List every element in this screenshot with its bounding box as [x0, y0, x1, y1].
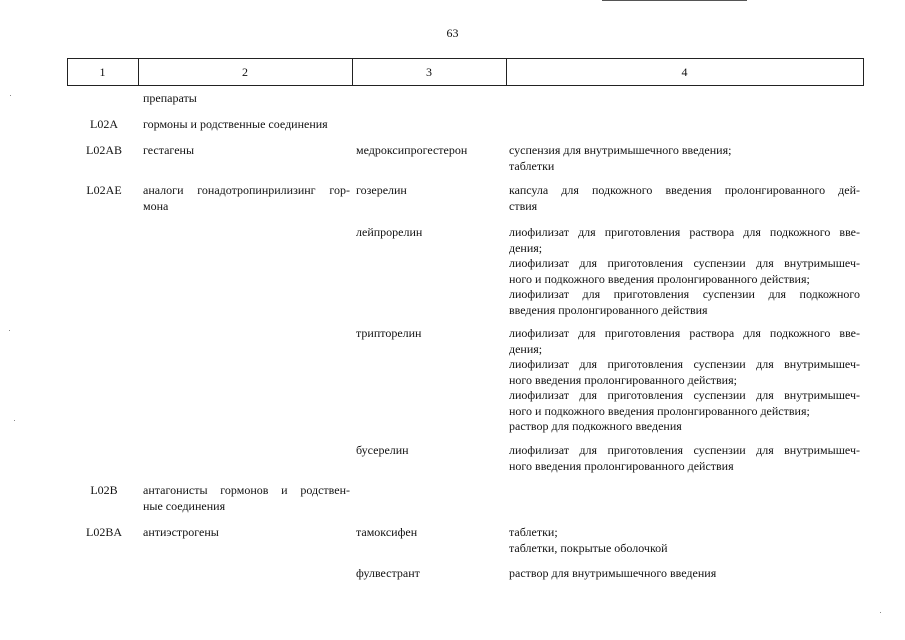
column-header-2: 2 — [242, 65, 248, 79]
dosage-form-line: раствор для внутримышечного введения — [509, 566, 717, 580]
dosage-form-line: суспензия для внутримышечного введения; — [509, 143, 732, 157]
group-name — [143, 117, 350, 133]
atc-code: L02B — [90, 483, 118, 497]
substance-name: лейпрорелин — [356, 225, 423, 239]
atc-code: L02BA — [86, 525, 122, 539]
dosage-form-line: лиофилизат для приготовления суспензии для подкожного — [509, 287, 860, 301]
dosage-form — [509, 326, 860, 435]
scan-speck — [880, 612, 881, 613]
top-edge-line — [602, 0, 747, 1]
column-header-1: 1 — [99, 65, 106, 79]
dosage-form-line: лиофилизат для приготовления суспензии для внутримышеч- — [509, 357, 860, 371]
page-number: 63 — [446, 26, 459, 40]
dosage-form-line: таблетки; — [509, 525, 558, 539]
dosage-form — [509, 566, 860, 582]
dosage-form-line: капсула для подкожного введения пролонгированного дей- — [509, 183, 860, 197]
dosage-form-line: таблетки — [509, 158, 555, 173]
dosage-form — [509, 183, 860, 214]
column-header-3: 3 — [426, 65, 432, 79]
group-name-line: препараты — [143, 91, 197, 105]
dosage-form-line: дения; — [509, 341, 543, 356]
atc-code: L02AB — [86, 143, 122, 157]
header-bottom-rule — [67, 85, 863, 86]
group-name — [143, 91, 350, 107]
group-name — [143, 143, 350, 159]
group-name — [143, 183, 350, 214]
substance-name: гозерелин — [356, 183, 407, 197]
dosage-form-line: лиофилизат для приготовления суспензии для внутримышеч- — [509, 443, 860, 457]
group-name — [143, 525, 350, 541]
substance-name: фулвестрант — [356, 566, 420, 580]
dosage-form — [509, 443, 860, 474]
dosage-form-line: ного и подкожного введения пролонгированного действия; — [509, 403, 810, 418]
dosage-form — [509, 525, 860, 556]
header-border-right — [863, 58, 864, 86]
group-name-line: гестагены — [143, 143, 195, 157]
dosage-form-line: ствия — [509, 198, 538, 213]
group-name-line: ные соединения — [143, 498, 226, 513]
substance-name: бусерелин — [356, 443, 409, 457]
dosage-form-line: введения пролонгированного действия — [509, 302, 708, 317]
header-top-rule — [67, 58, 863, 59]
group-name-line: аналоги гонадотропинрилизинг гор- — [143, 183, 350, 197]
dosage-form-line: ного введения пролонгированного действия — [509, 458, 734, 473]
substance-name: тамоксифен — [356, 525, 418, 539]
group-name — [143, 483, 350, 514]
dosage-form-line: лиофилизат для приготовления раствора для подкожного вве- — [509, 225, 860, 239]
dosage-form — [509, 225, 860, 318]
scan-speck — [10, 95, 11, 96]
dosage-form-line: таблетки, покрытые оболочкой — [509, 540, 668, 555]
group-name-line: антиэстрогены — [143, 525, 219, 539]
dosage-form-line: лиофилизат для приготовления раствора для подкожного вве- — [509, 326, 860, 340]
dosage-form-line: ного и подкожного введения пролонгированного действия; — [509, 271, 810, 286]
group-name-line: гормоны и родственные соединения — [143, 117, 328, 131]
substance-name: медроксипрогестерон — [356, 143, 468, 157]
group-name-line: антагонисты гормонов и родствен- — [143, 483, 350, 497]
dosage-form-line: лиофилизат для приготовления суспензии для внутримышеч- — [509, 388, 860, 402]
dosage-form-line: раствор для подкожного введения — [509, 419, 682, 433]
dosage-form-line: ного введения пролонгированного действия; — [509, 372, 737, 387]
substance-name: трипторелин — [356, 326, 422, 340]
dosage-form-line: лиофилизат для приготовления суспензии для внутримышеч- — [509, 256, 860, 270]
dosage-form — [509, 143, 860, 174]
column-header-4: 4 — [681, 65, 688, 79]
atc-code: L02AE — [86, 183, 122, 197]
scan-speck — [14, 420, 15, 421]
scan-speck — [9, 330, 10, 331]
atc-code: L02A — [90, 117, 118, 131]
group-name-line: мона — [143, 198, 169, 213]
dosage-form-line: дения; — [509, 240, 543, 255]
